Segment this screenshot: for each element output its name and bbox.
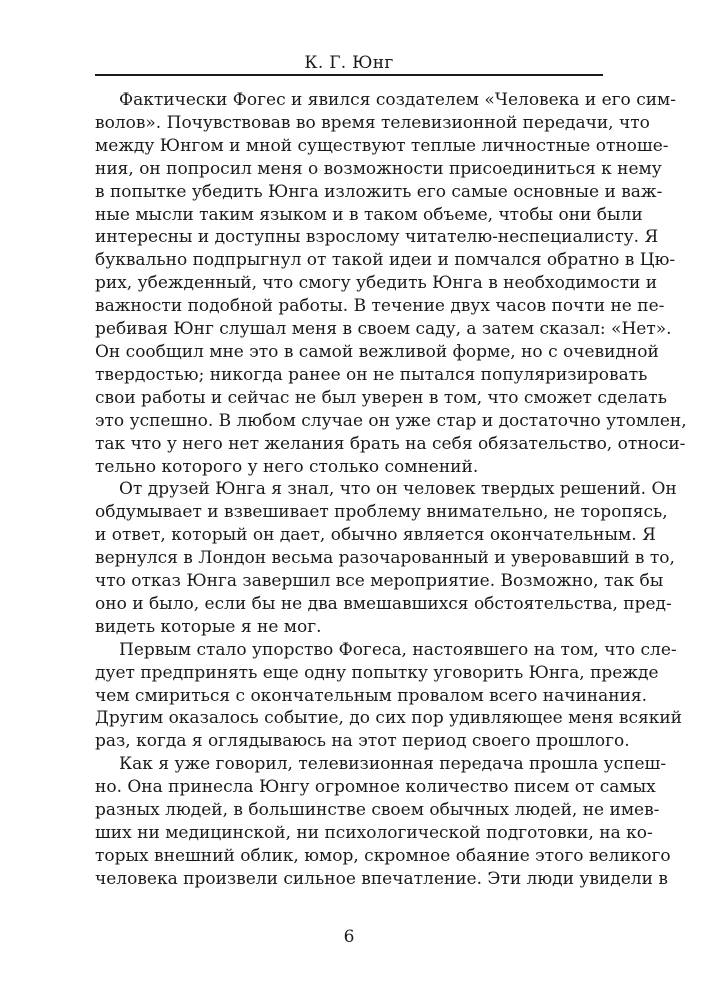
- text-line: раз, когда я оглядываюсь на этот период своего прошлого.: [95, 731, 630, 752]
- text-line: рих, убежденный, что смогу убедить Юнга в необходимости и: [95, 273, 658, 294]
- paragraph-1: [95, 89, 687, 478]
- page-number: 6: [343, 927, 355, 947]
- text-line: разных людей, в большинстве своем обычных людей, не имев-: [95, 800, 660, 821]
- paragraph-3: [95, 639, 682, 754]
- text-line: чем смириться с окончательным провалом всего начинания.: [95, 685, 648, 706]
- text-line: дует предпринять еще одну попытку уговорить Юнга, прежде: [95, 662, 659, 683]
- text-line: торых внешний облик, юмор, скромное обаяние этого великого: [95, 845, 671, 866]
- text-line: что отказ Юнга завершил все мероприятие. Возможно, так бы: [95, 571, 664, 592]
- text-line: Первым стало упорство Фогеса, настоявшего на том, что сле-: [119, 639, 677, 660]
- text-line: Он сообщил мне это в самой вежливой форме, но с очевидной: [95, 341, 659, 362]
- text-line: интересны и доступны взрослому читателю-неспециалисту. Я: [95, 227, 659, 248]
- text-line: От друзей Юнга я знал, что он человек твердых решений. Он: [119, 479, 677, 500]
- text-line: это успешно. В любом случае он уже стар и достаточно утомлен,: [95, 410, 687, 431]
- text-line: Фактически Фогес и явился создателем «Человека и его сим-: [119, 90, 677, 110]
- text-line: но. Она принесла Юнгу огромное количество писем от самых: [95, 777, 656, 798]
- text-line: вернулся в Лондон весьма разочарованный и уверовавший в то,: [95, 548, 675, 569]
- text-line: между Юнгом и мной существуют теплые личностные отноше-: [95, 135, 669, 156]
- text-line: ребивая Юнг слушал меня в своем саду, а затем сказал: «Нет».: [95, 319, 672, 340]
- text-line: так что у него нет желания брать на себя обязательство, относи-: [95, 433, 686, 454]
- text-line: видеть которые я не мог.: [95, 616, 322, 637]
- text-line: Другим оказалось событие, до сих пор удивляющее меня всякий: [95, 708, 682, 729]
- text-line: ные мысли таким языком и в таком объеме, чтобы они были: [95, 204, 643, 225]
- text-line: твердостью; никогда ранее он не пытался популяризировать: [95, 364, 648, 385]
- text-line: ших ни медицинской, ни психологической подготовки, на ко-: [95, 823, 653, 843]
- text-line: свои работы и сейчас не был уверен в том, что сможет сделать: [95, 387, 667, 408]
- text-line: волов». Почувствовав во время телевизионной передачи, что: [95, 112, 650, 133]
- text-line: обдумывает и взвешивает проблему внимательно, не торопясь,: [95, 502, 668, 523]
- text-line: человека произвели сильное впечатление. Эти люди увидели в: [95, 868, 668, 889]
- paragraph-4: [95, 753, 671, 890]
- running-header: К. Г. Юнг: [304, 53, 394, 73]
- text-line: и ответ, который он дает, обычно является окончательным. Я: [95, 525, 656, 546]
- body-text: [95, 89, 687, 891]
- text-line: важности подобной работы. В течение двух часов почти не пе-: [95, 296, 665, 317]
- text-line: Как я уже говорил, телевизионная передача прошла успеш-: [119, 754, 667, 775]
- text-line: тельно которого у него столько сомнений.: [95, 456, 479, 477]
- text-line: буквально подпрыгнул от такой идеи и помчался обратно в Цю-: [95, 250, 676, 271]
- paragraph-2: [95, 478, 677, 638]
- text-line: ния, он попросил меня о возможности присоединиться к нему: [95, 158, 662, 179]
- header-rule: [95, 74, 603, 76]
- text-line: оно и было, если бы не два вмешавшихся обстоятельства, пред-: [95, 593, 672, 614]
- text-line: в попытке убедить Юнга изложить его самые основные и важ-: [95, 181, 663, 202]
